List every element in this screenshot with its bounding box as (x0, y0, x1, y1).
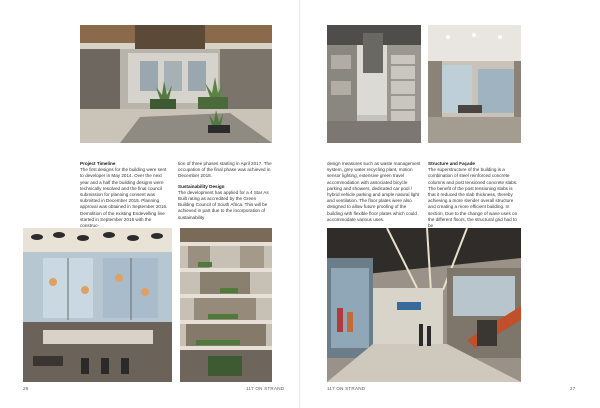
heading-structure-facade: Structure and Façade (428, 161, 475, 166)
body-text: The first designs for the building were sent to developer in May 2014. Over the next year and a half the building designs were technically resolved and the final council submission for planning consent was submitted in December 2015. Planning approval was obtained in September 2016. Demolition of the existing Endevelling line started in September 2016 with the construc- (80, 167, 168, 229)
left-text-column-1 (80, 161, 171, 229)
photo-retail-arcade (327, 228, 521, 382)
photo-stacked-terraces (180, 228, 272, 382)
right-page (300, 0, 600, 408)
body-text: The development has applied for a 4 Star As Built rating as accredited by the Green Building Council of South Africa. This will be achieved in part due to the incorporation of sustainability (178, 189, 269, 220)
page-number-right: 27 (570, 386, 576, 391)
left-text-column-2 (178, 161, 272, 221)
photo-atrium-vertical (327, 25, 421, 143)
photo-atrium-courtyard (80, 25, 272, 143)
page-number-left: 26 (23, 386, 29, 391)
body-text: design measures such as waste management system, grey water recycling plant, motion sensor lighting, extensive green travel accommodation with associated bicycle parking and showers, dedicated car pool / hybrid vehicle parking and ample natural light and ventilation. The floor plates were also designed to allow future proofing of the building with flexible floor plates which could accommodate various uses. (327, 161, 421, 222)
right-text-column-1 (327, 161, 422, 223)
body-text: tion of three phases starting in April 2017. The occupation of the final phase was achieved in December 2018. (178, 161, 272, 179)
heading-project-timeline: Project Timeline (80, 161, 116, 166)
running-title-left: 117 ON STRAND (246, 386, 285, 391)
photo-lobby-interior (23, 228, 172, 382)
photo-office-interior (428, 25, 521, 143)
running-title-right: 117 ON STRAND (327, 386, 366, 391)
heading-sustainability-design: Sustainability Design (178, 183, 225, 189)
right-text-column-2 (428, 161, 521, 229)
body-text: The superstructure of the building is a combination of steel reinforced concrete columns and post tensioned concrete slabs. The benefit of the post tensioning slabs is that it reduced the slab thickness, thereby achieving a more slender overall structure and creating a more efficient building. In section, Due to the change of wave uses on the different floors, the structural grid had to be (428, 167, 518, 229)
